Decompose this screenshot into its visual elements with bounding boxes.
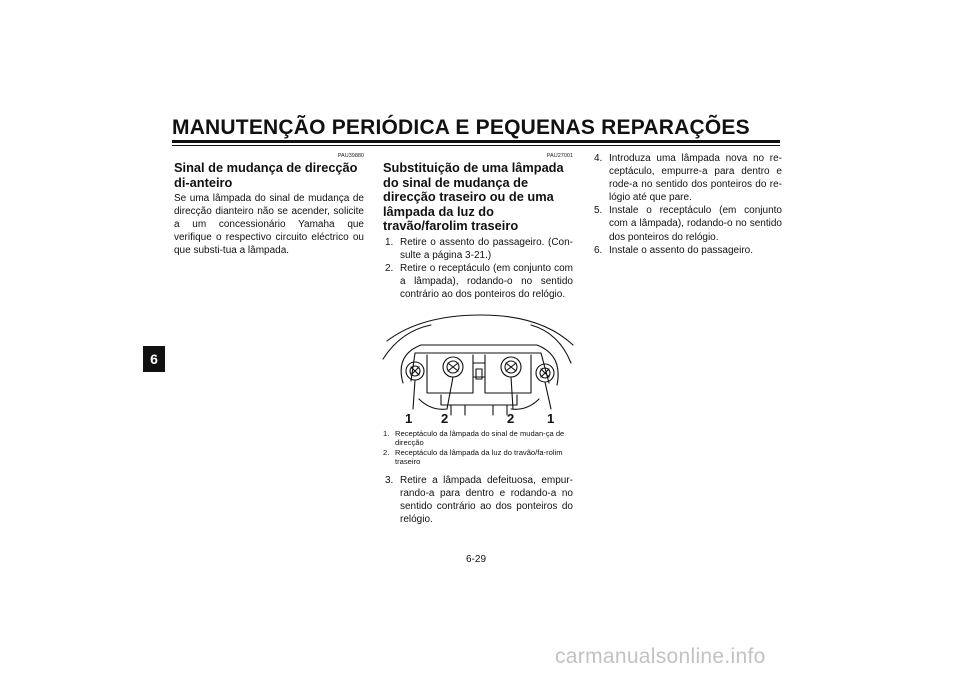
figure-label: 1 xyxy=(547,410,555,426)
section-heading: Substituição de uma lâmpada do sinal de mudança de direcção traseiro ou de uma lâmpada da luz do travão/farolim traseiro xyxy=(383,160,564,233)
page-title: MANUTENÇÃO PERIÓDICA E PEQUENAS REPARAÇÕES xyxy=(172,116,750,139)
figure-label: 1 xyxy=(405,410,413,426)
column-3 xyxy=(592,152,782,257)
section-code: PAU27001 xyxy=(546,153,573,159)
steps-list xyxy=(383,236,573,301)
list-item: 4. Introduza uma lâmpada nova no re-ceptáculo, empurre-a para dentro e rode-a no sentido dos ponteiros do re-lógio até que pare. xyxy=(594,153,782,204)
header-rule-thin xyxy=(172,145,780,146)
page-number: 6-29 xyxy=(466,554,487,565)
section-body: Se uma lâmpada do sinal de mudança de direcção dianteiro não se acender, solicite a um concessionário Yamaha que verifique o respectivo circuito eléctrico ou que substi-tua a lâmpada. xyxy=(174,193,364,257)
list-item: 2. Retire o receptáculo (em conjunto com a lâmpada), rodando-o no sentido contrário ao dos ponteiros do relógio. xyxy=(385,262,573,300)
list-item: 6. Instale o assento do passageiro. xyxy=(594,244,753,256)
callout-item: 2. Receptáculo da lâmpada da luz do travão/fa-rolim traseiro xyxy=(383,447,563,467)
chapter-tab: 6 xyxy=(143,346,165,372)
section-heading: Sinal de mudança de direcção di-anteiro xyxy=(174,160,358,190)
lamp-socket-illustration xyxy=(381,311,575,427)
section-code: PAU39880 xyxy=(337,153,364,159)
list-item: 3. Retire a lâmpada defeituosa, empur-rando-a para dentro e rodando-a no sentido contrário ao dos ponteiros do relógio. xyxy=(385,474,573,525)
steps-list xyxy=(592,152,782,257)
column-1 xyxy=(174,152,364,257)
list-item: 5. Instale o receptáculo (em conjunto com a lâmpada), rodando-o no sentido dos ponteiros do relógio. xyxy=(594,205,782,243)
figure-label: 2 xyxy=(507,410,515,426)
column-2 xyxy=(383,152,573,526)
figure-callouts xyxy=(383,429,573,467)
steps-list xyxy=(383,474,573,526)
callout-item: 1. Receptáculo da lâmpada do sinal de mudan-ça de direcção xyxy=(383,428,565,448)
lamp-socket-drawing xyxy=(381,311,575,427)
header-rule xyxy=(172,140,780,143)
list-item: 1. Retire o assento do passageiro. (Con-sulte a página 3-21.) xyxy=(385,236,573,261)
watermark: carmanualsonline.info xyxy=(555,645,766,668)
figure-label: 2 xyxy=(441,410,449,426)
